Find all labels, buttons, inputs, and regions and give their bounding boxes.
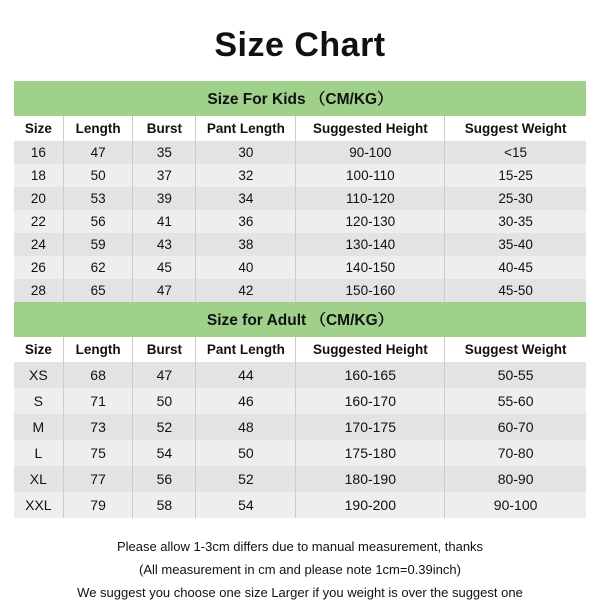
cell-suggest-weight: 30-35	[445, 210, 586, 233]
cell-suggested-height: 160-165	[296, 362, 445, 388]
cell-suggest-weight: 70-80	[445, 440, 586, 466]
cell-pant-length: 52	[196, 466, 296, 492]
cell-suggested-height: 120-130	[296, 210, 445, 233]
cell-suggest-weight: 25-30	[445, 187, 586, 210]
cell-pant-length: 36	[196, 210, 296, 233]
measurement-notes	[14, 536, 586, 604]
cell-size: 20	[14, 187, 63, 210]
cell-suggest-weight: 15-25	[445, 164, 586, 187]
table-row	[14, 440, 586, 466]
cell-length: 65	[63, 279, 133, 302]
cell-burst: 56	[133, 466, 196, 492]
adult-section-heading: Size for Adult （CM/KG）	[14, 302, 586, 337]
cell-burst: 50	[133, 388, 196, 414]
cell-suggest-weight: <15	[445, 141, 586, 164]
cell-size: XS	[14, 362, 63, 388]
cell-size: 22	[14, 210, 63, 233]
table-row	[14, 279, 586, 302]
cell-suggested-height: 140-150	[296, 256, 445, 279]
cell-length: 62	[63, 256, 133, 279]
kids-size-table	[14, 81, 586, 302]
cell-burst: 45	[133, 256, 196, 279]
table-row	[14, 233, 586, 256]
page-title: Size Chart	[14, 26, 586, 65]
cell-pant-length: 48	[196, 414, 296, 440]
table-row	[14, 141, 586, 164]
cell-suggest-weight: 50-55	[445, 362, 586, 388]
cell-size: 18	[14, 164, 63, 187]
cell-suggest-weight: 40-45	[445, 256, 586, 279]
cell-suggested-height: 190-200	[296, 492, 445, 518]
adult-col-burst: Burst	[133, 337, 196, 362]
adult-col-pant-length: Pant Length	[196, 337, 296, 362]
table-row	[14, 414, 586, 440]
adult-section-header-row	[14, 302, 586, 337]
adult-col-suggested-height: Suggested Height	[296, 337, 445, 362]
cell-pant-length: 50	[196, 440, 296, 466]
cell-suggested-height: 175-180	[296, 440, 445, 466]
cell-suggested-height: 110-120	[296, 187, 445, 210]
kids-col-burst: Burst	[133, 116, 196, 141]
note-line-3: We suggest you choose one size Larger if you weight is over the suggest one	[14, 582, 586, 604]
kids-section-header-row	[14, 81, 586, 116]
cell-length: 79	[63, 492, 133, 518]
table-row	[14, 466, 586, 492]
adult-size-table	[14, 302, 586, 518]
cell-pant-length: 32	[196, 164, 296, 187]
kids-col-pant-length: Pant Length	[196, 116, 296, 141]
cell-suggested-height: 150-160	[296, 279, 445, 302]
cell-size: M	[14, 414, 63, 440]
cell-length: 71	[63, 388, 133, 414]
cell-suggested-height: 130-140	[296, 233, 445, 256]
cell-pant-length: 34	[196, 187, 296, 210]
cell-length: 50	[63, 164, 133, 187]
cell-length: 47	[63, 141, 133, 164]
kids-col-size: Size	[14, 116, 63, 141]
cell-suggested-height: 170-175	[296, 414, 445, 440]
cell-size: 26	[14, 256, 63, 279]
adult-col-length: Length	[63, 337, 133, 362]
cell-pant-length: 38	[196, 233, 296, 256]
cell-pant-length: 46	[196, 388, 296, 414]
adult-col-size: Size	[14, 337, 63, 362]
cell-suggested-height: 180-190	[296, 466, 445, 492]
cell-burst: 52	[133, 414, 196, 440]
kids-col-suggest-weight: Suggest Weight	[445, 116, 586, 141]
adult-col-suggest-weight: Suggest Weight	[445, 337, 586, 362]
cell-length: 59	[63, 233, 133, 256]
cell-size: XXL	[14, 492, 63, 518]
cell-length: 77	[63, 466, 133, 492]
cell-suggest-weight: 80-90	[445, 466, 586, 492]
kids-column-header-row	[14, 116, 586, 141]
cell-length: 53	[63, 187, 133, 210]
cell-size: L	[14, 440, 63, 466]
cell-pant-length: 44	[196, 362, 296, 388]
cell-length: 75	[63, 440, 133, 466]
table-row	[14, 210, 586, 233]
cell-burst: 37	[133, 164, 196, 187]
kids-col-length: Length	[63, 116, 133, 141]
cell-suggested-height: 90-100	[296, 141, 445, 164]
cell-burst: 47	[133, 362, 196, 388]
cell-suggest-weight: 45-50	[445, 279, 586, 302]
table-row	[14, 187, 586, 210]
cell-suggested-height: 160-170	[296, 388, 445, 414]
table-row	[14, 492, 586, 518]
cell-burst: 35	[133, 141, 196, 164]
cell-pant-length: 30	[196, 141, 296, 164]
cell-burst: 43	[133, 233, 196, 256]
cell-size: S	[14, 388, 63, 414]
note-line-1: Please allow 1-3cm differs due to manual measurement, thanks	[14, 536, 586, 559]
cell-burst: 41	[133, 210, 196, 233]
cell-pant-length: 40	[196, 256, 296, 279]
cell-length: 68	[63, 362, 133, 388]
table-row	[14, 388, 586, 414]
cell-size: XL	[14, 466, 63, 492]
cell-size: 28	[14, 279, 63, 302]
note-line-2: (All measurement in cm and please note 1cm=0.39inch)	[14, 559, 586, 582]
cell-burst: 39	[133, 187, 196, 210]
cell-pant-length: 54	[196, 492, 296, 518]
cell-length: 73	[63, 414, 133, 440]
table-row	[14, 164, 586, 187]
kids-section-heading: Size For Kids （CM/KG）	[14, 81, 586, 116]
cell-suggest-weight: 35-40	[445, 233, 586, 256]
cell-size: 24	[14, 233, 63, 256]
cell-pant-length: 42	[196, 279, 296, 302]
cell-suggested-height: 100-110	[296, 164, 445, 187]
cell-burst: 54	[133, 440, 196, 466]
cell-burst: 58	[133, 492, 196, 518]
kids-col-suggested-height: Suggested Height	[296, 116, 445, 141]
table-row	[14, 362, 586, 388]
table-row	[14, 256, 586, 279]
cell-suggest-weight: 55-60	[445, 388, 586, 414]
adult-column-header-row	[14, 337, 586, 362]
cell-size: 16	[14, 141, 63, 164]
cell-burst: 47	[133, 279, 196, 302]
cell-suggest-weight: 90-100	[445, 492, 586, 518]
cell-length: 56	[63, 210, 133, 233]
cell-suggest-weight: 60-70	[445, 414, 586, 440]
